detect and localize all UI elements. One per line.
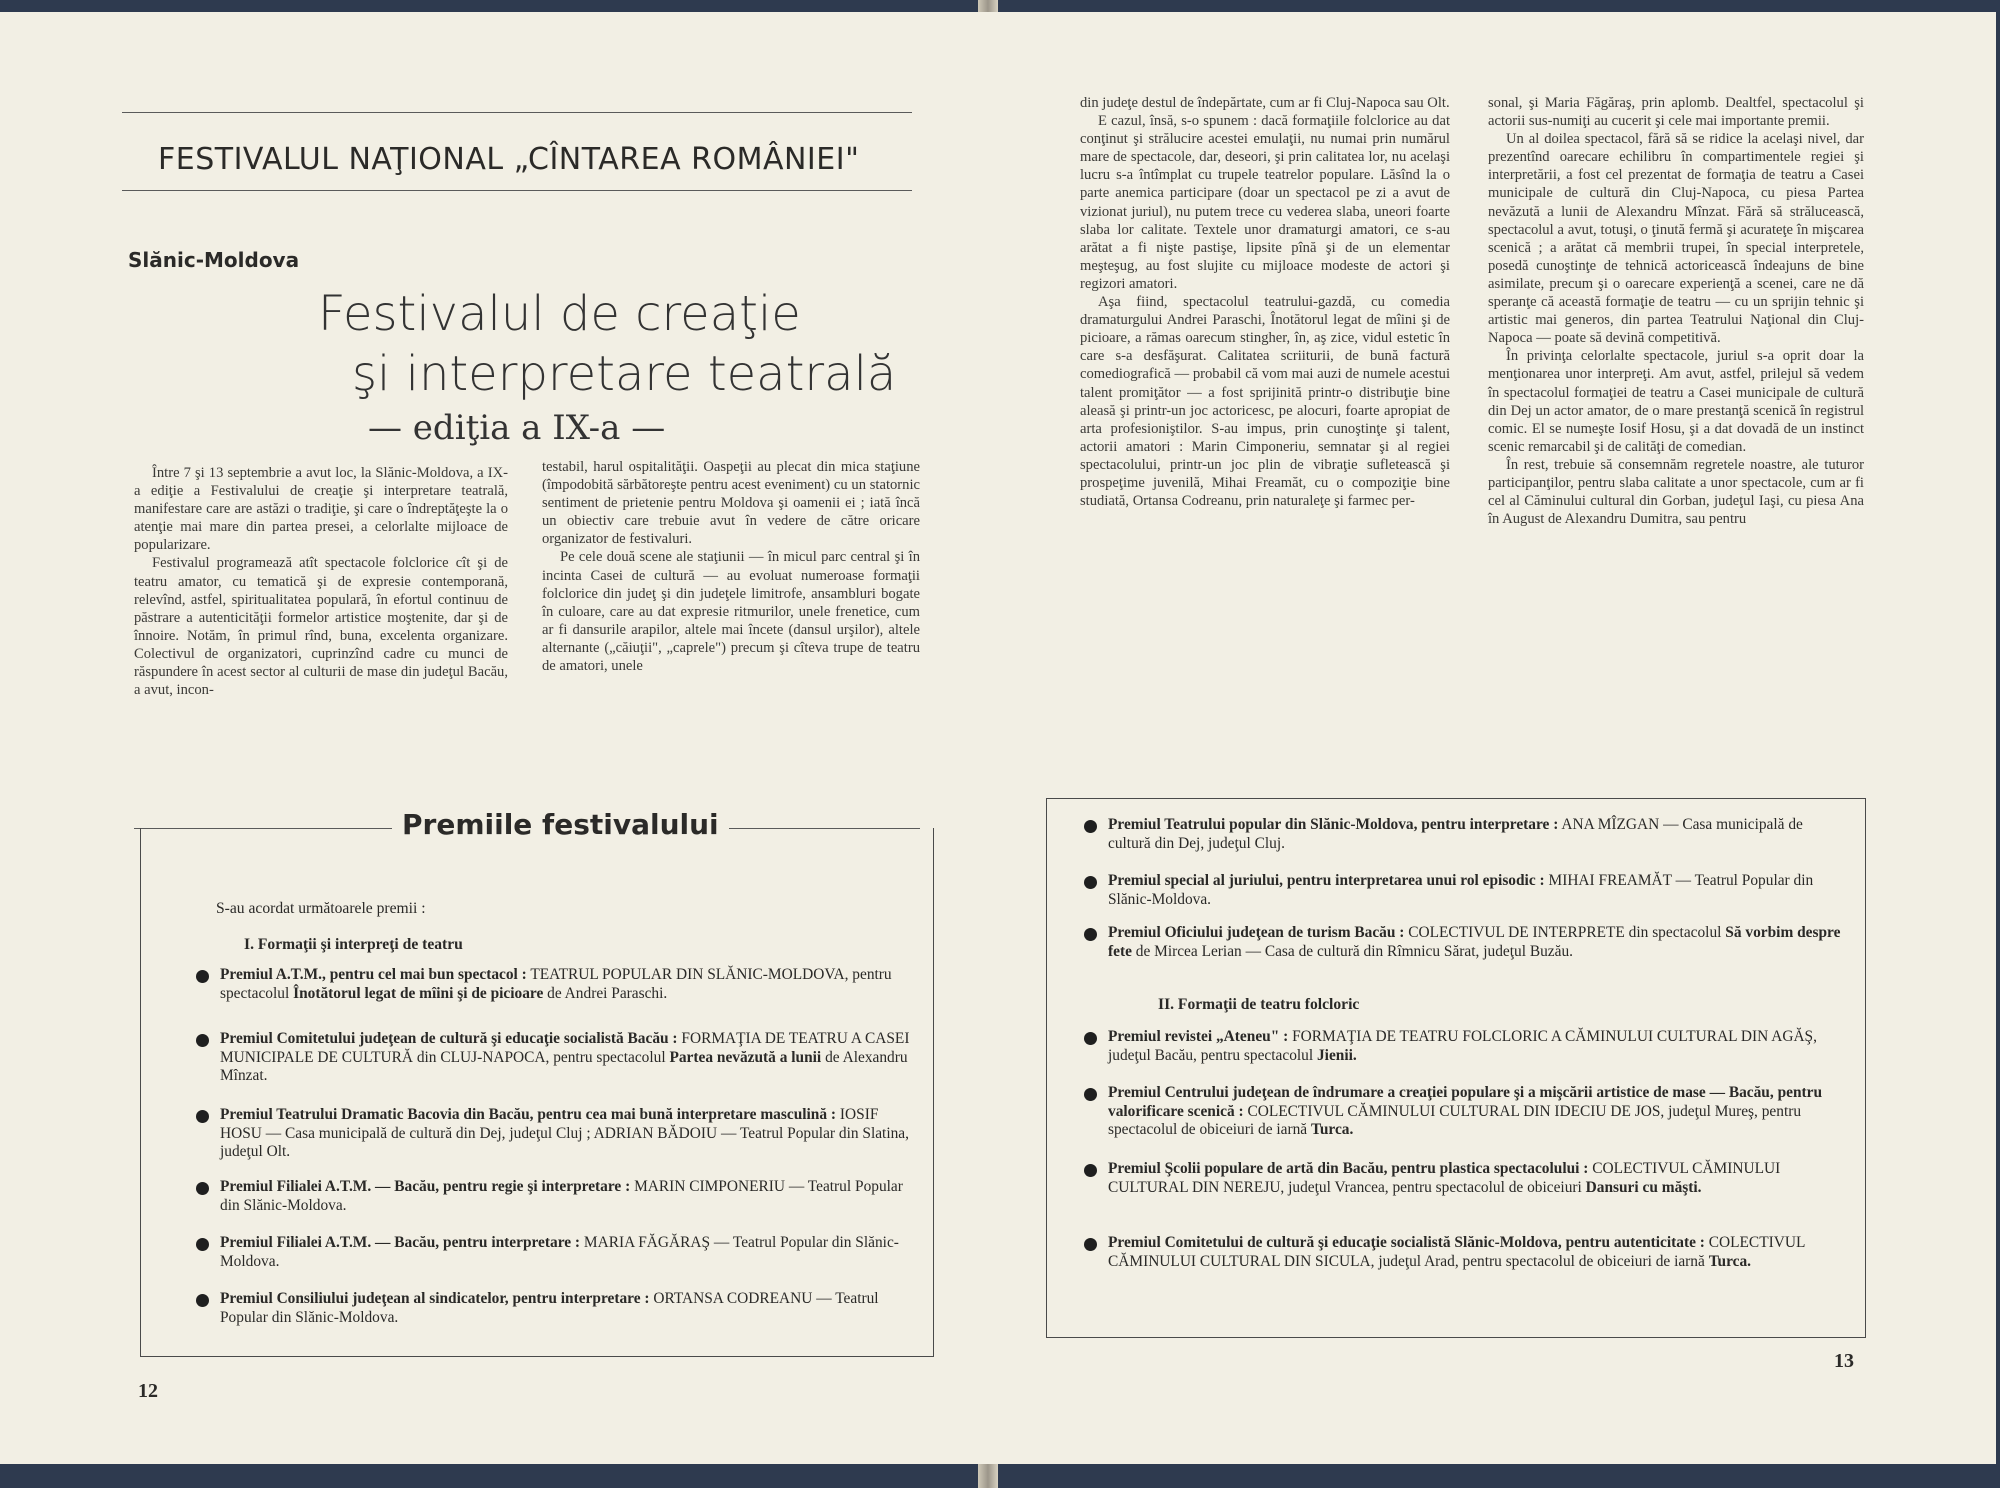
- paragraph: Un al doilea spectacol, fără să se ridice la acelaşi nivel, dar prezentînd oarecare echilibru în compartimentele regiei şi interpretării, a fost cel prezentat de formaţia de teatru a Casei municipale de cultură din Cluj-Napoca, cu piesa Partea nevăzută a lunii de Alexandru Mînzat. Fără să strălucească, spectacolul a avut, totuşi, o ţinută fermă şi acurateţe în mişcarea scenică ; a arătat că membrii trupei, în special interpretele, posedă cunoştinţe de tehnică actoricească îndeajuns de bine asimilate, precum şi o oarecare experienţă a scenei, care ne dă speranţe că această formaţie de teatru — cu un sprijin tehnic şi artistic mai generos, din partea Teatrului Naţional din Cluj-Napoca — poate să devină competitivă.: [1488, 131, 1864, 347]
- bullet-icon: [196, 1294, 209, 1307]
- bullet-icon: [1084, 1032, 1097, 1045]
- edition-label: — ediţia a IX-a —: [368, 408, 666, 448]
- paragraph: E cazul, însă, s-o spunem : dacă formaţiile folclorice au dat conţinut şi strălucire acestei emulaţii, nu numai prin numărul mare de spectacole, dar, deseori, şi prin calitatea lor, nu acelaşi lucru s-a întîmplat cu trupele teatrelor populare. Lăsînd la o parte anemica participare (doar un spectacol pe zi a avut de vizionat juriul), nu putem trece cu vederea slaba, uneori foarte slaba lor calitate. Textele unor dramaturgi amatori, ce s-au arătat a fi nişte pastişe, lipsite pînă şi de un elementar meşteşug, au fost slujite cu mijloace modeste de actori şi regizori amatori.: [1080, 113, 1450, 292]
- page-number-right: 13: [1834, 1350, 1854, 1372]
- prize-title: Premiul Teatrului popular din Slănic-Moldova, pentru interpretare :: [1108, 816, 1559, 833]
- prizes-intro: S-au acordat următoarele premii :: [216, 900, 426, 917]
- bullet-icon: [1084, 1164, 1097, 1177]
- prize-item: [1108, 816, 1848, 853]
- prize-item: [220, 966, 920, 1003]
- prize-item: [1108, 872, 1848, 909]
- bullet-icon: [196, 1182, 209, 1195]
- bullet-icon: [196, 970, 209, 983]
- prize-text: MIHAI FREAMĂT — Teatrul Popular din Slănic-Moldova.: [1108, 872, 1814, 908]
- bullet-icon: [196, 1238, 209, 1251]
- prize-text: MARIN CIMPONERIU — Teatrul Popular din Slănic-Moldova.: [220, 1178, 903, 1214]
- bullet-icon: [196, 1034, 209, 1047]
- prize-item: [1108, 1160, 1848, 1197]
- title-rule-bottom: [122, 190, 912, 191]
- prize-title: Premiul Filialei A.T.M. — Bacău, pentru interpretare :: [220, 1234, 581, 1251]
- paragraph: Aşa fiind, spectacolul teatrului-gazdă, cu comedia dramaturgului Andrei Paraschi, Înotătorul legat de mîini şi de picioare, a rămas oarecum stingher, în, aş zice, vidul estetic în care s-a desfăşurat. Calitatea scriiturii, de bună factură comediografică — probabil că vom mai auzi de numele acestui talent promiţător — a fost sprijinită printr-o distribuţie bine aleasă şi printr-un joc actoricesc, pe alocuri, foarte apropiat de arta profesioniştilor. S-au impus, prin cunoştinţe şi talent, actorii amatori : Marin Cimponeriu, semnatar şi al regiei spectacolului, printr-un joc plin de vibraţie sufletească şi prospeţime juvenilă, Mihai Freamăt, cu o compoziţie bine studiată, Ortansa Codreanu, prin naturaleţe şi farmec per-: [1080, 294, 1450, 510]
- article-column-3: [1080, 94, 1450, 510]
- paragraph: sonal, şi Maria Făgăraş, prin aplomb. Dealtfel, spectacolul şi actorii sus-numiţi au cucerit şi cele mai importante premii.: [1488, 95, 1864, 130]
- prize-title: Premiul Comitetului de cultură şi educaţie socialistă Slănic-Moldova, pentru autenticitate :: [1108, 1234, 1705, 1251]
- prize-item: [220, 1234, 920, 1271]
- prize-work-title: Dansuri cu măşti.: [1585, 1178, 1702, 1196]
- headline: [318, 284, 896, 404]
- prize-title: Premiul revistei „Ateneu" :: [1108, 1028, 1289, 1045]
- prize-text: TEATRUL POPULAR DIN SLĂNIC-MOLDOVA, pentru spectacolul: [220, 966, 892, 1002]
- section-heading-1: I. Formaţii şi interpreţi de teatru: [244, 936, 463, 953]
- prize-work-title: Să vorbim despre fete: [1108, 924, 1841, 960]
- prize-text: COLECTIVUL DE INTERPRETE din spectacolul: [1404, 924, 1726, 941]
- prize-item: [220, 1030, 920, 1086]
- location-label: Slănic-Moldova: [128, 248, 300, 272]
- prize-text: ORTANSA CODREANU — Teatrul Popular din Slănic-Moldova.: [220, 1290, 879, 1326]
- paragraph: din judeţe destul de îndepărtate, cum ar fi Cluj-Napoca sau Olt.: [1080, 95, 1450, 111]
- prize-text: FORMAŢIA DE TEATRU A CASEI MUNICIPALE DE CULTURĂ din CLUJ-NAPOCA, pentru spectacolul: [220, 1030, 910, 1066]
- paragraph: Festivalul programează atît spectacole folclorice cît şi de teatru amator, cu tematică şi de expresie contemporană, relevînd, astfel, spiritualitatea populară, în efortul continuu de păstrare a autenticităţii formelor artistice moştenite, dar şi de înnoire. Notăm, în primul rînd, buna, excelenta organizare. Colectivul de organizatori, cuprinzînd cadre cu munci de răspundere în acest sector al culturii de mase din judeţul Bacău, a avut, incon-: [134, 555, 508, 699]
- prize-text: FORMAŢIA DE TEATRU FOLCLORIC A CĂMINULUI CULTURAL DIN AGĂŞ, judeţul Bacău, pentru spectacolul: [1108, 1028, 1817, 1064]
- prize-work-title: Partea nevăzută a lunii: [669, 1048, 822, 1066]
- prize-work-title: Turca.: [1310, 1121, 1354, 1138]
- prize-title: Premiul special al juriului, pentru interpretarea unui rol episodic :: [1108, 872, 1545, 889]
- right-page: [988, 12, 1996, 1464]
- paragraph: În rest, trebuie să consemnăm regretele noastre, ale tuturor participanţilor, pentru slaba calitate a unor spectacole, cum ar fi cel al Căminului cultural din Gorban, judeţul Iaşi, cu piesa Ana în August de Alexandru Dumitra, sau pentru: [1488, 456, 1864, 528]
- prize-item: [220, 1290, 920, 1327]
- bullet-icon: [1084, 1088, 1097, 1101]
- prize-work-title: Jienii.: [1316, 1046, 1357, 1064]
- prize-text: ANA MÎZGAN — Casa municipală de cultură din Dej, judeţul Cluj.: [1108, 816, 1803, 852]
- prize-text: COLECTIVUL CĂMINULUI CULTURAL DIN NEREJU, judeţul Vrancea, pentru spectacolul de obiceiuri: [1108, 1160, 1781, 1196]
- title-rule-top: [122, 112, 912, 113]
- bullet-icon: [1084, 820, 1097, 833]
- paragraph: testabil, harul ospitalităţii. Oaspeţii au plecat din mica staţiune (împodobită sărbătoreşte pentru acest eveniment) cu un statornic sentiment de prietenie pentru Moldova şi oamenii ei ; iată încă un obiectiv care trebuie avut în vedere de către oricare organizator de festivaluri.: [542, 459, 920, 548]
- prize-title: Premiul Teatrului Dramatic Bacovia din Bacău, pentru cea mai bună interpretare masculină :: [220, 1106, 837, 1123]
- paragraph: În privinţa celorlalte spectacole, juriul s-a oprit doar la menţionarea unor interpreţi. Am avut, astfel, prilejul să vedem în spectacolul formaţiei de teatru a Casei municipale de cultură din Dej un actor amator, de o mare prestanţă scenică în registrul comic. El se numeşte Iosif Hosu, şi a dat dovadă de un instinct scenic remarcabil şi de calităţi de comedian.: [1488, 348, 1864, 455]
- prize-item: [220, 1178, 920, 1215]
- prize-text: IOSIF HOSU — Casa municipală de cultură din Dej, judeţul Cluj ; ADRIAN BĂDOIU — Teatrul Popular din Slatina, judeţul Olt.: [220, 1106, 909, 1160]
- paragraph: Pe cele două scene ale staţiunii — în micul parc central şi în incinta Casei de cultură — au evoluat numeroase formaţii folclorice din judeţ şi din judeţele limitrofe, ansambluri bogate în culoare, care au dat expresie ritmurilor, unele frenetice, cum ar fi dansurile arapilor, altele mai încete (dansul urşilor), altele alternante („căiuţii", „caprele") precum şi cîteva trupe de teatru de amatori, unele: [542, 549, 920, 675]
- prize-text-tail: de Mircea Lerian — Casa de cultură din Rîmnicu Sărat, judeţul Buzău.: [1131, 942, 1573, 960]
- article-column-1: [134, 464, 508, 699]
- bullet-icon: [1084, 1238, 1097, 1251]
- bullet-icon: [1084, 928, 1097, 941]
- section-heading-2: II. Formaţii de teatru folcloric: [1158, 996, 1360, 1013]
- prize-text: COLECTIVUL CĂMINULUI CULTURAL DIN IDECIU DE JOS, judeţul Mureş, pentru spectacolul de obiceiuri de iarnă: [1108, 1102, 1802, 1138]
- headline-line-2: şi interpretare teatrală: [352, 346, 897, 402]
- prize-title: Premiul Filialei A.T.M. — Bacău, pentru regie şi interpretare :: [220, 1178, 631, 1195]
- prize-item: [1108, 1234, 1848, 1271]
- prize-work-title: Turca.: [1708, 1252, 1752, 1270]
- paragraph: Între 7 şi 13 septembrie a avut loc, la Slănic-Moldova, a IX-a ediţie a Festivalului de creaţie şi interpretare teatrală, manifestare care are astăzi o tradiţie, şi care o îndreptăţeşte la o atenţie mai mare din partea presei, a celorlalte mijloace de popularizare.: [134, 465, 508, 554]
- prize-text-tail: de Alexandru Mînzat.: [220, 1048, 908, 1084]
- festival-title: FESTIVALUL NAŢIONAL „CÎNTAREA ROMÂNIEI": [158, 142, 860, 177]
- bullet-icon: [1084, 876, 1097, 889]
- prize-title: Premiul A.T.M., pentru cel mai bun spectacol :: [220, 966, 527, 983]
- prize-title: Premiul Oficiului judeţean de turism Bacău :: [1108, 924, 1405, 941]
- prizes-heading: Premiile festivalului: [392, 808, 729, 841]
- prize-title: Premiul Şcolii populare de artă din Bacău, pentru plastica spectacolului :: [1108, 1160, 1589, 1177]
- prize-text: COLECTIVUL CĂMINULUI CULTURAL DIN SICULA, judeţul Arad, pentru spectacolul de obiceiuri de iarnă: [1108, 1234, 1805, 1270]
- article-column-2: [542, 458, 920, 675]
- prize-item: [1108, 924, 1848, 961]
- prize-item: [220, 1106, 920, 1162]
- prize-title: Premiul Consiliului judeţean al sindicatelor, pentru interpretare :: [220, 1290, 650, 1307]
- headline-line-1: Festivalul de creaţie: [318, 286, 801, 342]
- prize-item: [1108, 1084, 1848, 1140]
- prize-text-tail: de Andrei Paraschi.: [543, 984, 668, 1002]
- article-column-4: [1488, 94, 1864, 528]
- prize-title: Premiul Centrului judeţean de îndrumare a creaţiei populare şi a mişcării artistice de mase — Bacău, pentru valorificare scenică :: [1108, 1084, 1823, 1120]
- prize-text: MARIA FĂGĂRAŞ — Teatrul Popular din Slănic-Moldova.: [220, 1234, 899, 1270]
- prize-work-title: Înotătorul legat de mîini şi de picioare: [293, 984, 544, 1002]
- left-page: [0, 12, 988, 1464]
- bullet-icon: [196, 1110, 209, 1123]
- prize-item: [1108, 1028, 1848, 1065]
- prize-title: Premiul Comitetului judeţean de cultură şi educaţie socialistă Bacău :: [220, 1030, 678, 1047]
- page-number-left: 12: [138, 1380, 158, 1402]
